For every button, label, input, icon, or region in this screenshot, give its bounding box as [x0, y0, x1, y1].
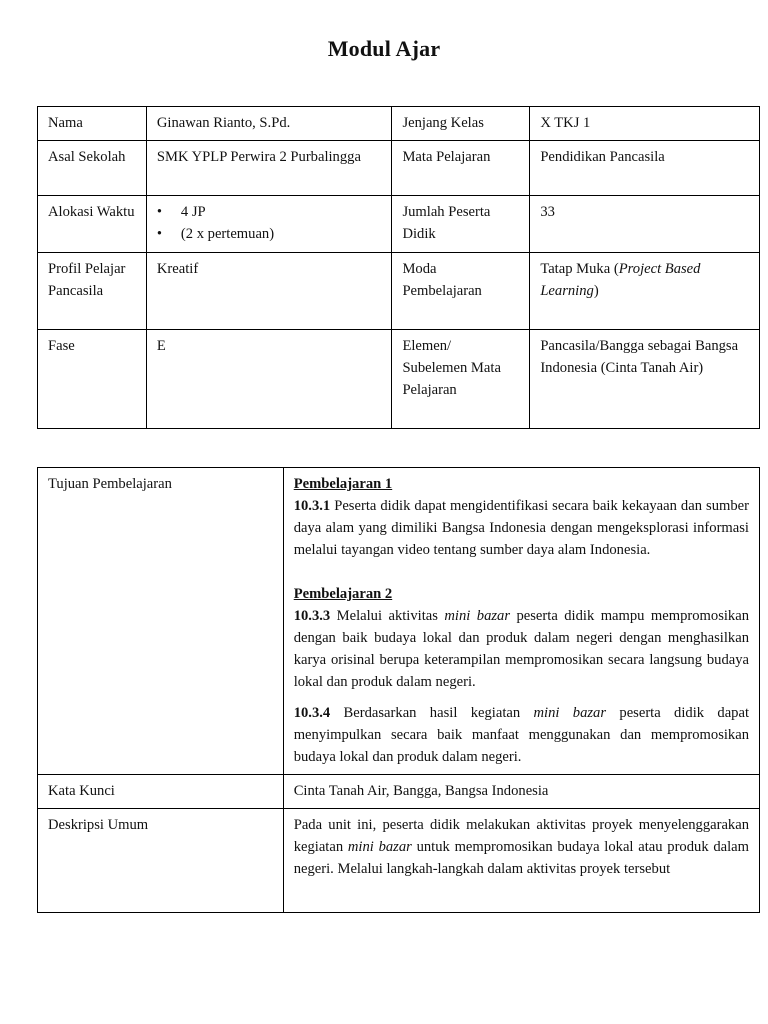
value-fase: E — [146, 330, 392, 429]
label-mata-pelajaran: Mata Pelajaran — [392, 141, 530, 196]
tujuan-10-3-3: 10.3.3 Melalui aktivitas mini bazar peserta didik mampu mempromosikan dengan baik budaya lokal dan produk dalam negeri dengan menghasilkan karya orisinal berupa keterampilan mempromosikan secara langsung budaya lokal dan produk dalam negeri. — [293, 608, 750, 690]
table-row — [38, 468, 760, 775]
value-mata-pelajaran: Pendidikan Pancasila — [530, 141, 760, 196]
detail-table — [37, 467, 760, 913]
table-row — [38, 330, 760, 429]
label-kata-kunci: Kata Kunci — [38, 775, 284, 809]
value-deskripsi-umum: Pada unit ini, peserta didik melakukan aktivitas proyek menyelenggarakan kegiatan mini bazar untuk mempromosikan budaya lokal atau produk dalam negeri. Melalui langkah-langkah dalam aktivitas proyek tersebut — [283, 809, 759, 913]
value-kata-kunci: Cinta Tanah Air, Bangga, Bangsa Indonesia — [283, 775, 759, 809]
table-row — [38, 107, 760, 141]
table-row — [38, 141, 760, 196]
page-title: Modul Ajar — [327, 36, 441, 61]
tujuan-10-3-4: 10.3.4 Berdasarkan hasil kegiatan mini bazar peserta didik dapat menyimpulkan secara baik manfaat menggunakan dan mempromosikan budaya lokal dan produk dalam negeri. — [293, 705, 750, 765]
table-row — [38, 253, 760, 330]
value-profil-pelajar: Kreatif — [146, 253, 392, 330]
value-jenjang-kelas: X TKJ 1 — [530, 107, 760, 141]
value-nama: Ginawan Rianto, S.Pd. — [146, 107, 392, 141]
label-alokasi-waktu: Alokasi Waktu — [38, 196, 147, 253]
table-row — [38, 809, 760, 913]
italic-text: Project Based Learning — [540, 261, 701, 299]
tujuan-10-3-1: 10.3.1 Peserta didik dapat mengidentifikasi secara baik kekayaan dan sumber daya alam yang dimiliki Bangsa Indonesia dengan mengeksplorasi informasi melalui tayangan video tentang sumber daya alam Indonesia. — [293, 498, 749, 558]
label-profil-pelajar: Profil Pelajar Pancasila — [38, 253, 147, 330]
value-elemen: Pancasila/Bangga sebagai Bangsa Indonesia (Cinta Tanah Air) — [530, 330, 760, 429]
label-elemen: Elemen/ Subelemen Mata Pelajaran — [392, 330, 530, 429]
label-asal-sekolah: Asal Sekolah — [38, 141, 147, 196]
info-table — [37, 106, 760, 429]
list-item: • (2 x pertemuan) — [177, 223, 382, 245]
pembelajaran-1-heading: Pembelajaran 1 — [293, 476, 393, 492]
alokasi-list — [157, 201, 382, 245]
label-fase: Fase — [38, 330, 147, 429]
table-row — [38, 196, 760, 253]
label-tujuan-pembelajaran: Tujuan Pembelajaran — [38, 468, 284, 775]
label-nama: Nama — [38, 107, 147, 141]
list-item: • 4 JP — [177, 201, 382, 223]
value-moda-pembelajaran: Tatap Muka (Project Based Learning) — [530, 253, 760, 330]
label-deskripsi-umum: Deskripsi Umum — [38, 809, 284, 913]
value-jumlah-peserta: 33 — [530, 196, 760, 253]
value-alokasi-waktu — [146, 196, 392, 253]
pembelajaran-2-heading: Pembelajaran 2 — [293, 586, 393, 602]
value-tujuan-pembelajaran — [283, 468, 759, 775]
value-asal-sekolah: SMK YPLP Perwira 2 Purbalingga — [146, 141, 392, 196]
label-moda-pembelajaran: Moda Pembelajaran — [392, 253, 530, 330]
label-jenjang-kelas: Jenjang Kelas — [392, 107, 530, 141]
table-row — [38, 775, 760, 809]
label-jumlah-peserta: Jumlah Peserta Didik — [392, 196, 530, 253]
